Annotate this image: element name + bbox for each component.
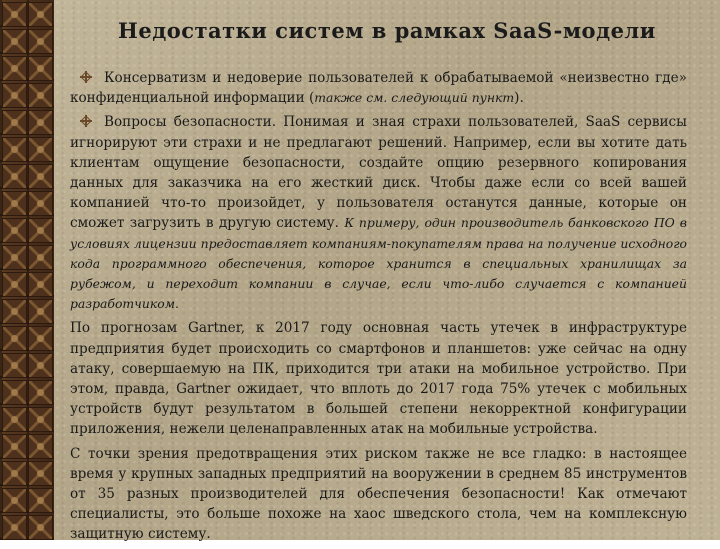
border-tile xyxy=(28,515,53,540)
border-tile xyxy=(2,164,27,189)
border-tile xyxy=(2,245,27,270)
border-tile xyxy=(2,29,27,54)
border-tile xyxy=(28,164,53,189)
border-tile xyxy=(28,245,53,270)
paragraph-4: С точки зрения предотвращения этих риском также не все гладко: в настоящее время у крупных западных предприятий на вооружении в среднем 85 инструментов от 35 разных производителей для обеспечения безопасности! Как отмечают специалисты, это больше похоже на хаос шведского стола, чем на комплексную защитную систему. xyxy=(70,445,687,543)
border-tile xyxy=(2,380,27,405)
border-tile xyxy=(2,488,27,513)
border-tile xyxy=(2,326,27,351)
border-tile xyxy=(2,137,27,162)
border-tile xyxy=(28,2,53,27)
border-tile xyxy=(2,83,27,108)
border-tile xyxy=(28,29,53,54)
border-tile xyxy=(28,434,53,459)
border-tile xyxy=(2,407,27,432)
border-tile xyxy=(28,380,53,405)
border-tile xyxy=(28,407,53,432)
ornamental-cross-icon xyxy=(80,115,92,127)
border-tile xyxy=(28,56,53,81)
border-tile xyxy=(28,326,53,351)
border-tile xyxy=(28,191,53,216)
slide-body xyxy=(70,68,687,549)
border-tile xyxy=(2,110,27,135)
border-tile xyxy=(2,56,27,81)
paragraph-1: Консерватизм и недоверие пользователей к обрабатываемой «неизвестно где» конфиденциальной информации (также см. следующий пункт). xyxy=(70,70,687,107)
ornamental-cross-icon xyxy=(80,71,92,83)
border-tile xyxy=(28,137,53,162)
border-tile xyxy=(28,272,53,297)
border-tile xyxy=(2,2,27,27)
border-tile xyxy=(2,191,27,216)
border-tile xyxy=(2,434,27,459)
slide-title: Недостатки систем в рамках SaaS-модели xyxy=(118,18,656,43)
border-tile xyxy=(2,299,27,324)
border-tile xyxy=(28,83,53,108)
paragraph-2: Вопросы безопасности. Понимая и зная страхи пользователей, SaaS сервисы игнорируют эти страхи и не предлагают решений. Например, если вы хотите дать клиентам ощущение безопасности, создайте опцию резервного копирования данных для заказчика на его жесткий диск. Чтобы даже если со всей вашей компанией что-то произойдет, у пользователя останутся данные, которые он сможет загрузить в другую систему. К примеру, один производитель банковского ПО в условиях лицензии предоставляет компаниям-покупателям права на получение исходного кода программного обеспечения, которое хранится в специальных хранилищах за рубежом, и переходит компании в случае, если что-либо случается с компанией разработчиком. xyxy=(70,114,687,312)
border-tile xyxy=(28,110,53,135)
border-tile xyxy=(2,461,27,486)
border-tile xyxy=(28,461,53,486)
border-tile xyxy=(2,218,27,243)
paragraph-3: По прогнозам Gartner, к 2017 году основная часть утечек в инфраструктуре предприятия будет происходить со смартфонов и планшетов: уже сейчас на одну атаку, совершаемую на ПК, приходится три атаки на мобильное устройство. При этом, правда, Gartner ожидает, что вплоть до 2017 года 75% утечек с мобильных устройств будут результатом в большей степени некорректной конфигурации приложения, нежели целенаправленных атак на мобильные устройства. xyxy=(70,320,687,438)
border-tile xyxy=(28,488,53,513)
border-tile xyxy=(2,272,27,297)
border-tile xyxy=(2,353,27,378)
border-tile xyxy=(2,515,27,540)
border-tile xyxy=(28,299,53,324)
border-tile xyxy=(28,218,53,243)
decorative-border xyxy=(0,0,54,540)
border-tile xyxy=(28,353,53,378)
